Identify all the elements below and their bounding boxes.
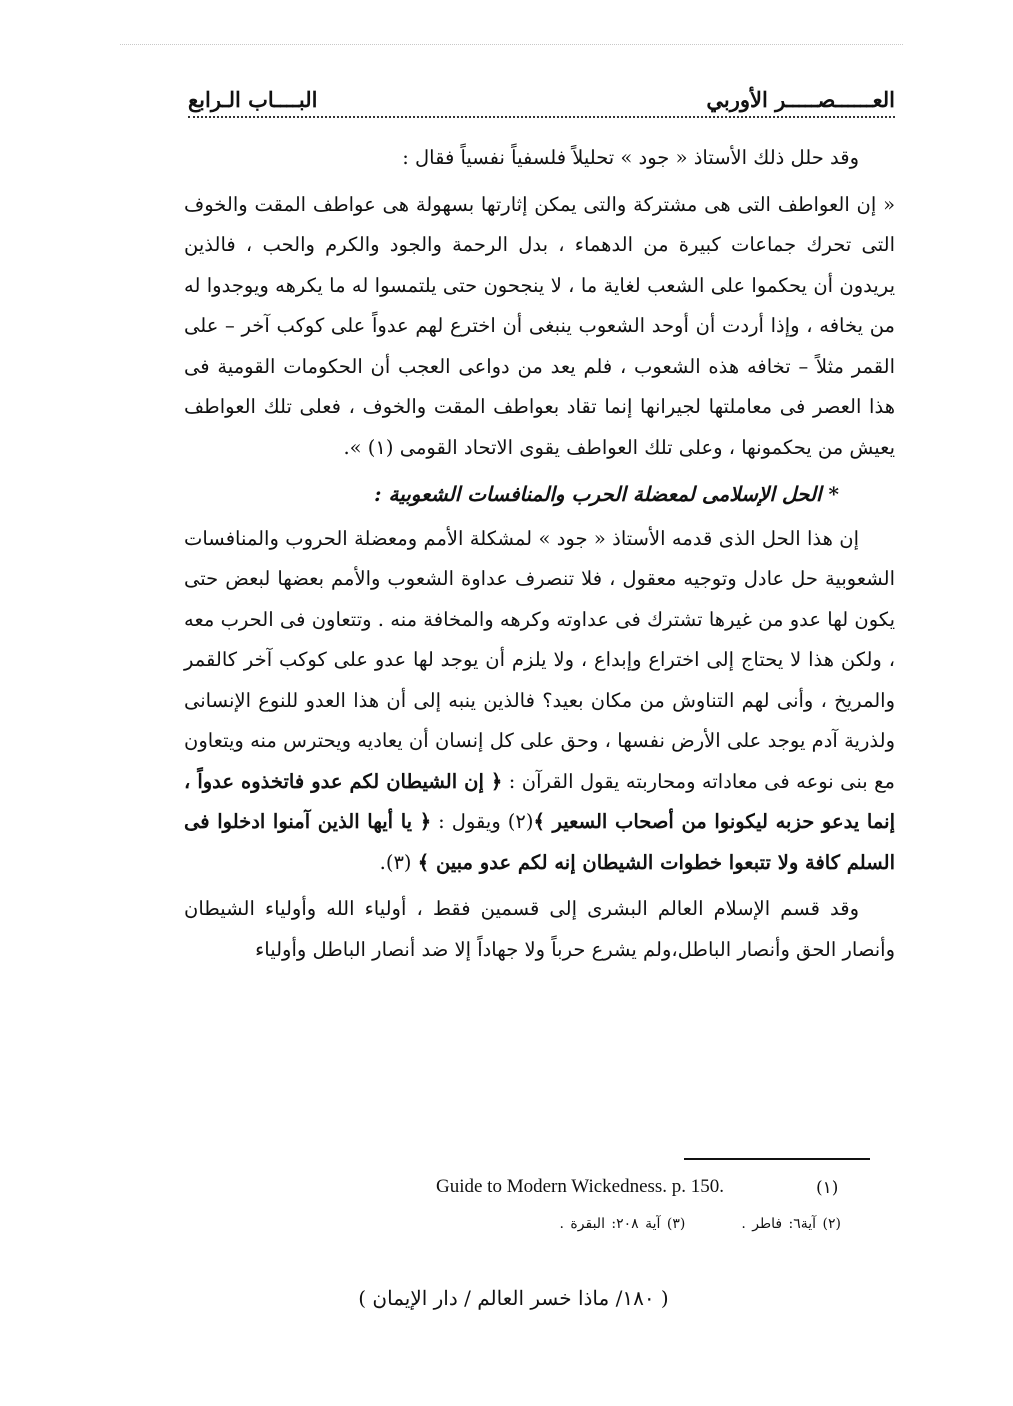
main-text (184, 138, 895, 976)
footnote-ref-3: (٣). (379, 850, 418, 874)
footnote-1-number: (١) (816, 1178, 839, 1198)
footnote-refs (504, 1216, 841, 1232)
solution-paragraph (184, 519, 895, 884)
closing-paragraph: وقد قسم الإسلام العالم البشرى إلى قسمين فقط ، أولياء الله وأولياء الشيطان وأنصار الحق وأنصار الباطل،ولم يشرع حرباً ولا جهاداً إلا ضد أنصار الباطل وأولياء (184, 897, 895, 961)
and-says-text: ويقول : (431, 810, 508, 833)
solution-text: إن هذا الحل الذى قدمه الأستاذ « جود » لمشكلة الأمم ومعضلة الحروب والمنافسات الشعوبية حل عادل وتوجيه معقول ، فلا تنصرف عداوة الشعوب والأمم بعضها لبعض حتى يكون لها عدو من غيرها تشترك فى عداوته وكرهه والمخافة منه . وتتعاون فى الحرب معه ، ولكن هذا لا يحتاج إلى اختراع وإبداع ، ولا يلزم أن يوجد لها عدو على كوكب آخر كالقمر والمريخ ، وأنى لهم التناوش من مكان بعيد؟ فالذين ينبه إلى أن هذا العدو للنوع الإنسانى ولذرية آدم يوجد على الأرض نفسها ، وحق على كل إنسان أن يعاديه ويحترس منه ويتعاون مع بنى نوعه فى معاداته ومحاربته يقول القرآن : (184, 526, 895, 793)
section-heading: * الحل الإسلامى لمعضلة الحرب والمنافسات الشعوبية : (374, 482, 839, 506)
quran-verse-2: ﴿ يا أيها الذين آمنوا ادخلوا فى السلم كافة ولا تتبعوا خطوات الشيطان إنه لكم عدو مبين ﴾ (184, 810, 895, 874)
footnote-divider (684, 1158, 870, 1160)
header-part-title: البــــاب الـرابع (188, 87, 318, 112)
footnote-1-text: Guide to Modern Wickedness. p. 150. (436, 1176, 725, 1197)
running-header (188, 78, 895, 112)
header-divider (188, 116, 895, 118)
footnote-2: (٢) آية٦: فاطر . (741, 1216, 841, 1232)
footnote-ref-2: (٢) (507, 810, 534, 833)
page-footer: ( ١٨٠/ ماذا خسر العالم / دار الإيمان ) (358, 1286, 669, 1310)
quote-paragraph: « إن العواطف التى هى مشتركة والتى يمكن إثارتها بسهولة هى عواطف المقت والخوف التى تحرك جماعات كبيرة من الدهماء ، بدل الرحمة والجود والكرم والحب ، فالذين يريدون أن يحكموا على الشعب لغاية ما ، لا ينجحون حتى يلتمسوا له ما يكرهه ويوجدوا له من يخافه ، وإذا أردت أن أوحد الشعوب ينبغى أن اخترع لهم عدواً على كوكب آخر – على القمر مثلاً – تخافه هذه الشعوب ، فلم يعد من دواعى العجب أن الحكومات القومية فى هذا العصر فى معاملتها لجيرانها إنما تقاد بعواطف المقت والخوف ، فعلى تلك العواطف يعيش من يحكمونها ، وعلى تلك العواطف يقوى الاتحاد القومى (١) ». (184, 192, 895, 459)
scan-artifact-line (120, 44, 903, 45)
intro-paragraph: وقد حلل ذلك الأستاذ « جود » تحليلاً فلسفياً نفسياً فقال : (402, 146, 859, 169)
footnote-3: (٣) آية ٢٠٨: البقرة . (559, 1216, 686, 1232)
header-chapter-title: العــــــصـــــر الأوربي (706, 87, 895, 112)
quran-verse-1: ﴿ إن الشيطان لكم عدو فاتخذوه عدواً ، إنما يدعو حزبه ليكونوا من أصحاب السعير ﴾ (184, 769, 895, 833)
